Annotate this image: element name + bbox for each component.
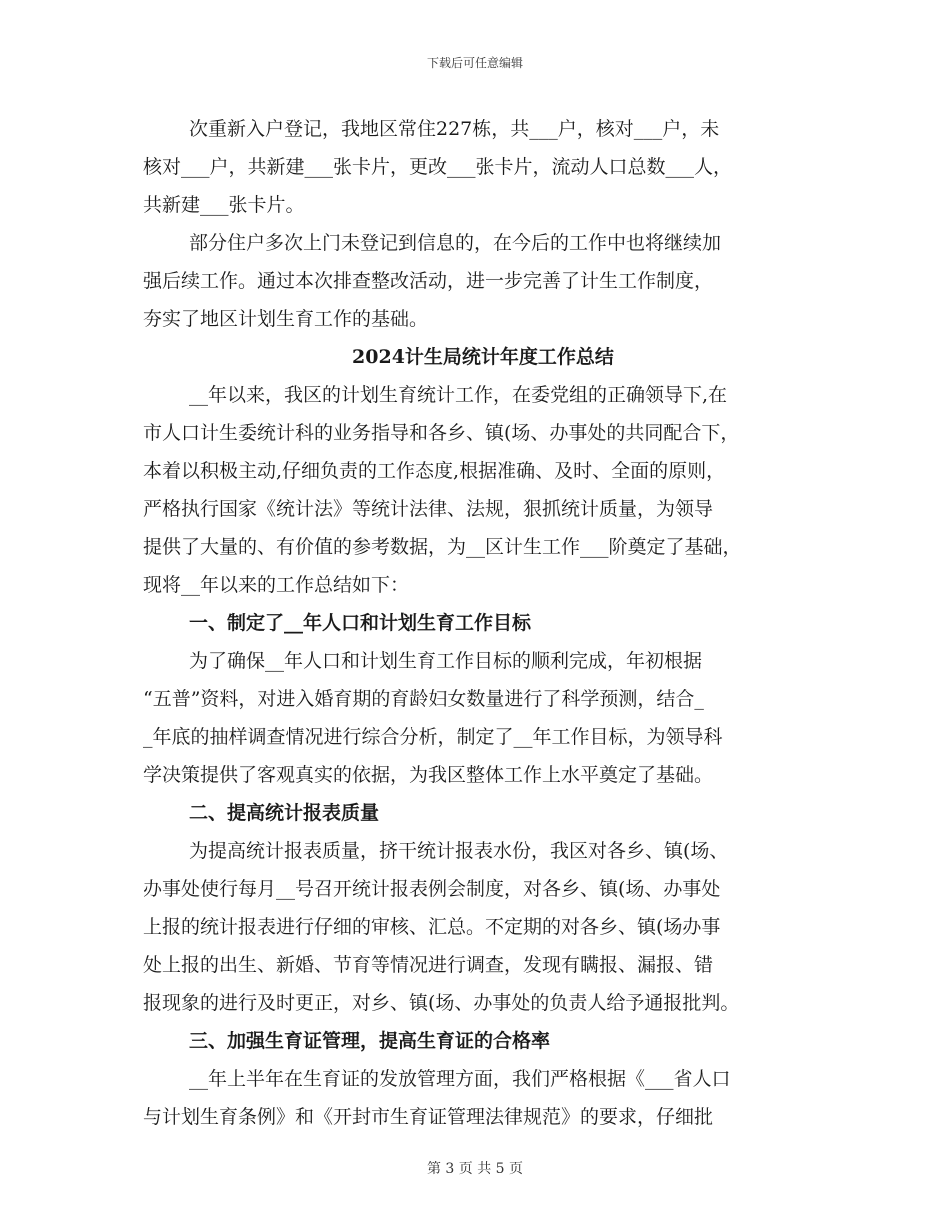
text-line: 严格执行国家《统计法》等统计法律、法规，狠抓统计质量，为领导 (143, 498, 714, 520)
text-line: 为提高统计报表质量，挤干统计报表水份，我区对各乡、镇(场、 (189, 840, 729, 862)
paragraph-followup (143, 224, 823, 338)
text-line: 办事处使行每月__号召开统计报表例会制度，对各乡、镇(场、办事处 (143, 878, 721, 900)
text-line: __年以来，我区的计划生育统计工作，在委党组的正确领导下,在 (189, 384, 728, 406)
paragraph-intro (143, 376, 823, 604)
paragraph-goals (143, 642, 823, 794)
section-heading-3: 三、加强生育证管理，提高生育证的合格率 (189, 1030, 551, 1052)
text-line: 提供了大量的、有价值的参考数据，为__区计生工作___阶奠定了基础， (143, 536, 742, 558)
text-line: _年底的抽样调查情况进行综合分析，制定了__年工作目标，为领导科 (143, 726, 723, 748)
text-line: 夯实了地区计划生育工作的基础。 (143, 308, 429, 330)
text-line: 本着以积极主动,仔细负责的工作态度,根据准确、及时、全面的原则， (143, 460, 726, 482)
text-line: 次重新入户登记，我地区常住227栋，共___户，核对___户，未 (189, 118, 720, 140)
text-line: 报现象的进行及时更正，对乡、镇(场、办事处的负责人给予通报批判。 (143, 992, 740, 1014)
paragraph-birth-permit (143, 1060, 823, 1136)
document-title: 2024计生局统计年度工作总结 (352, 346, 614, 368)
text-line: 核对___户，共新建___张卡片，更改___张卡片，流动人口总数___人， (143, 156, 733, 178)
section-heading-2: 二、提高统计报表质量 (189, 802, 380, 824)
text-line: “五普”资料，对进入婚育期的育龄妇女数量进行了科学预测，结合_ (143, 688, 704, 710)
text-line: 强后续工作。通过本次排查整改活动，进一步完善了计生工作制度， (143, 270, 714, 292)
text-line: 学决策提供了客观真实的依据，为我区整体工作上水平奠定了基础。 (143, 764, 714, 786)
document-body (143, 110, 823, 1136)
page-header: 下载后可任意编辑 (426, 56, 523, 70)
paragraph-report-quality (143, 832, 823, 1022)
text-line: 市人口计生委统计科的业务指导和各乡、镇(场、办事处的共同配合下， (143, 422, 740, 444)
text-line: __年上半年在生育证的发放管理方面，我们严格根据《___省人口 (189, 1068, 731, 1090)
page-indicator: 第 3 页 共 5 页 (426, 1161, 524, 1177)
text-line: 共新建___张卡片。 (143, 194, 305, 216)
text-line: 与计划生育条例》和《开封市生育证管理法律规范》的要求，仔细批 (143, 1106, 714, 1128)
text-line: 现将__年以来的工作总结如下： (143, 574, 410, 596)
text-line: 为了确保__年人口和计划生育工作目标的顺利完成，年初根据 (189, 650, 703, 672)
section-heading-1: 一、制定了__年人口和计划生育工作目标 (189, 612, 532, 634)
paragraph-registration (143, 110, 823, 224)
text-line: 部分住户多次上门未登记到信息的，在今后的工作中也将继续加 (189, 232, 722, 254)
text-line: 上报的统计报表进行仔细的审核、汇总。不定期的对各乡、镇(场办事 (143, 916, 721, 938)
text-line: 处上报的出生、新婚、节育等情况进行调查，发现有瞒报、漏报、错 (143, 954, 714, 976)
